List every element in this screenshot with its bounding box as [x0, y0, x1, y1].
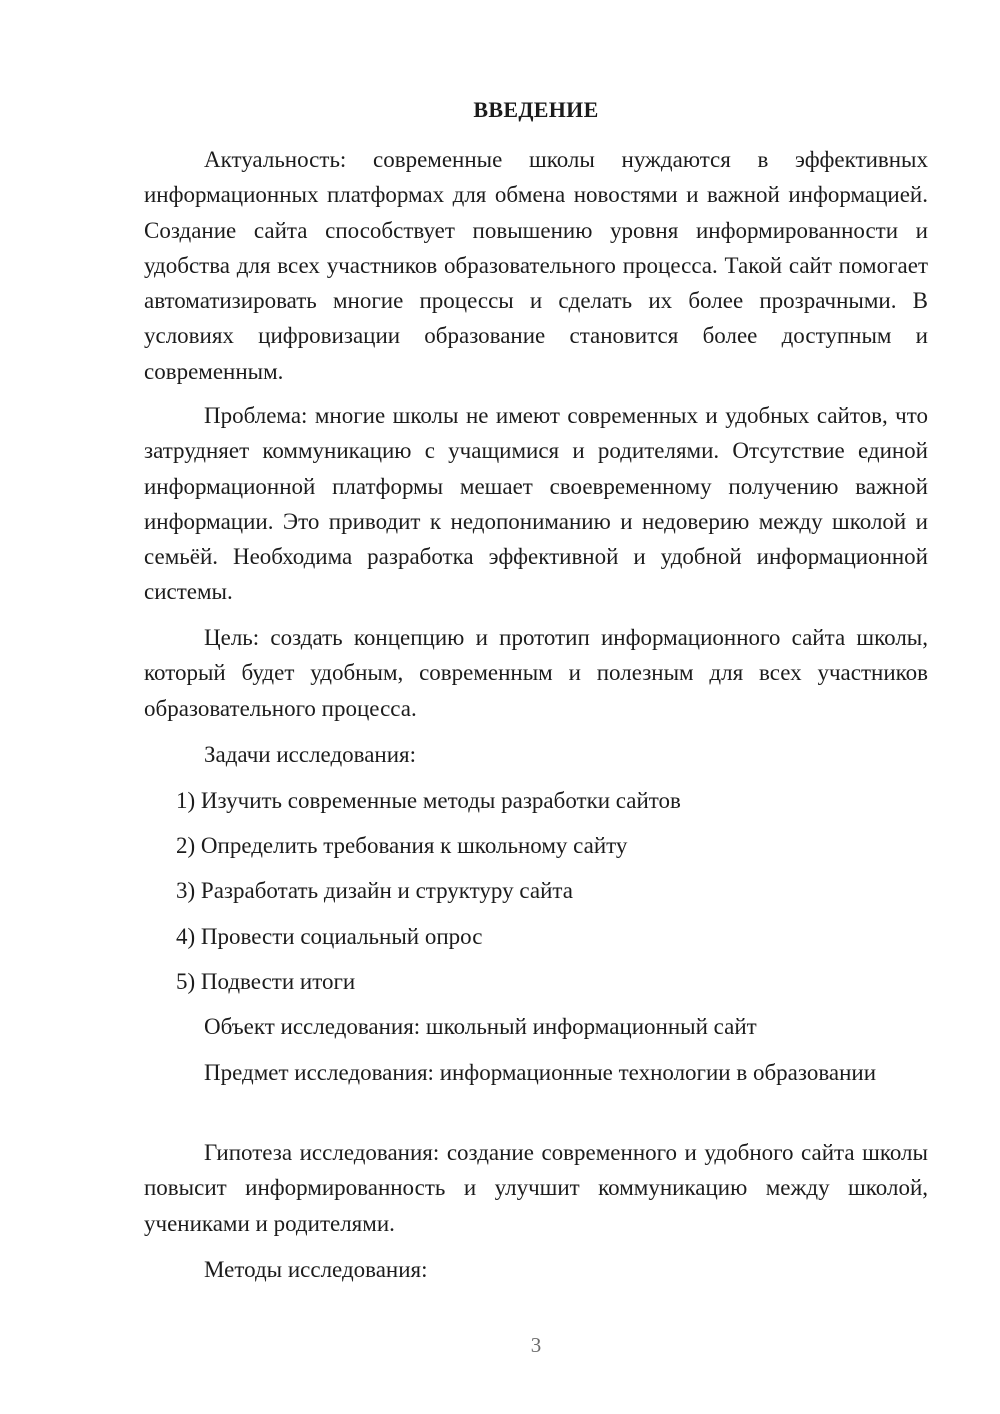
task-item-2: 2) Определить требования к школьному сайту: [176, 833, 628, 858]
task-item-4: 4) Провести социальный опрос: [176, 924, 483, 949]
relevance-paragraph: Актуальность: современные школы нуждаются в эффективных информационных платформах для обмена новостями и важной информацией. Создание сайта способствует повышению уровня информированности и удобства для всех участников образовательного процесса. Такой сайт помогает автоматизировать многие процессы и сделать их более прозрачными. В условиях цифровизации образование становится более доступным и современным.: [144, 147, 928, 384]
hypothesis-paragraph: Гипотеза исследования: создание современного и удобного сайта школы повысит информированность и улучшит коммуникацию между школой, учениками и родителями.: [144, 1140, 928, 1236]
page-number: 3: [530, 1333, 542, 1357]
tasks-title: Задачи исследования:: [204, 742, 417, 767]
page-title: ВВЕДЕНИЕ: [473, 97, 599, 122]
problem-paragraph: Проблема: многие школы не имеют современных и удобных сайтов, что затрудняет коммуникацию с учащимися и родителями. Отсутствие единой информационной платформы мешает своевременному получению важной информации. Это приводит к недопониманию и недоверию между школой и семьёй. Необходима разработка эффективной и удобной информационной системы.: [144, 403, 928, 605]
goal-paragraph: Цель: создать концепцию и прототип информационного сайта школы, который будет удобным, современным и полезным для всех участников образовательного процесса.: [144, 625, 928, 721]
methods-title: Методы исследования:: [204, 1257, 428, 1282]
task-item-1: 1) Изучить современные методы разработки сайтов: [176, 788, 681, 813]
object-paragraph: Объект исследования: школьный информационный сайт: [204, 1014, 757, 1039]
task-item-3: 3) Разработать дизайн и структуру сайта: [176, 878, 573, 903]
subject-paragraph: Предмет исследования: информационные технологии в образовании: [204, 1060, 877, 1085]
task-item-5: 5) Подвести итоги: [176, 969, 356, 994]
